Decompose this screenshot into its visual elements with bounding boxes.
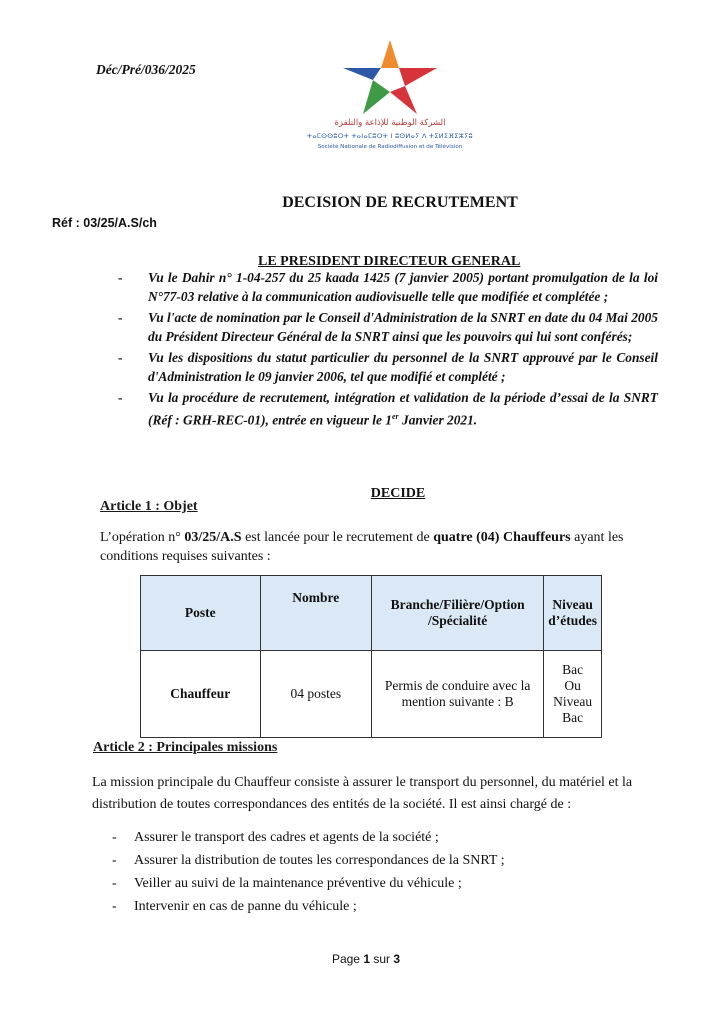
article-1-title: Article 1 : Objet <box>100 499 198 514</box>
considerant-item: - Vu l'acte de nomination par le Conseil d'Administration de la SNRT en date du 04 Mai 2005 du Président Directeur Général de la SNRT ainsi que les pouvoirs qui lui sont conférés; <box>118 310 658 344</box>
considerant-item: - Vu la procédure de recrutement, intégration et validation de la période d’essai de la SNRT (Réf : GRH-REC-01), entrée en vigueur le 1er Janvier 2021. <box>118 390 658 428</box>
considerants-list <box>118 268 658 431</box>
page-title: DECISION DE RECRUTEMENT <box>282 194 518 211</box>
requirements-table <box>140 575 602 738</box>
logo-french-name: Société Nationale de Radiodiffusion et de Télévision <box>317 144 463 150</box>
cell-branche: Permis de conduire avec la mention suivante : B <box>372 651 544 738</box>
cell-nombre: 04 postes <box>260 651 371 738</box>
considerant-item: - Vu le Dahir n° 1-04-257 du 25 kaada 1425 (7 janvier 2005) portant promulgation de la loi N°77-03 relative à la communication audiovisuelle telle que modifiée et complétée ; <box>118 270 658 304</box>
logo-tifinagh-name: ⵜⴰⵎⵙⵙⵓⵔⵜ ⵜⴰⵏⴰⵎⵓⵔⵜ ⵏ ⵓⵙⵍⴰⵢ ⴷ ⵜⵉⵍⵉⴼⵉⵣⵢⵓ <box>307 132 473 140</box>
tasks-list <box>112 826 505 918</box>
snrt-logo <box>305 40 475 160</box>
list-item: - Assurer le transport des cadres et agents de la société ; <box>112 830 439 845</box>
decide-heading: DECIDE <box>370 486 426 501</box>
table-header-row <box>141 576 602 651</box>
star-logo-icon <box>343 40 437 114</box>
document-number: Déc/Pré/036/2025 <box>96 62 196 77</box>
operation-number: 03/25/A.S <box>184 530 242 545</box>
position-count: quatre (04) Chauffeurs <box>433 530 571 545</box>
header-nombre: Nombre <box>260 576 371 651</box>
list-item: - Veiller au suivi de la maintenance préventive du véhicule ; <box>112 876 462 891</box>
considerant-item: - Vu les dispositions du statut particulier du personnel de la SNRT approuvé par le Conseil d'Administration le 09 janvier 2006, tel que modifié et complété ; <box>118 350 658 384</box>
list-item: - Assurer la distribution de toutes les correspondances de la SNRT ; <box>112 853 505 868</box>
header-niveau: Niveau d’études <box>544 576 602 651</box>
page-number: Page 1 sur 3 <box>331 952 401 966</box>
reference-number: Réf : 03/25/A.S/ch <box>52 216 157 230</box>
table-row <box>141 651 602 738</box>
article-2-title: Article 2 : Principales missions <box>93 740 278 755</box>
header-poste: Poste <box>141 576 261 651</box>
article-1-text: L’opération n° 03/25/A.S est lancée pour le recrutement de quatre (04) Chauffeurs ayant les conditions requises suivantes : <box>100 530 624 564</box>
mission-text: La mission principale du Chauffeur consiste à assurer le transport du personnel, du matériel et la distribution de toutes correspondances des entités de la société. Il est ainsi chargé de : <box>92 775 633 812</box>
list-item: - Intervenir en cas de panne du véhicule ; <box>112 899 357 914</box>
logo-arabic-name: الشركة الوطنية للإذاعة والتلفزة <box>334 118 446 128</box>
cell-niveau: Bac Ou Niveau Bac <box>544 651 602 738</box>
cell-poste: Chauffeur <box>141 651 261 738</box>
header-branche: Branche/Filière/Option /Spécialité <box>372 576 544 651</box>
authority-heading: LE PRESIDENT DIRECTEUR GENERAL <box>258 254 521 269</box>
